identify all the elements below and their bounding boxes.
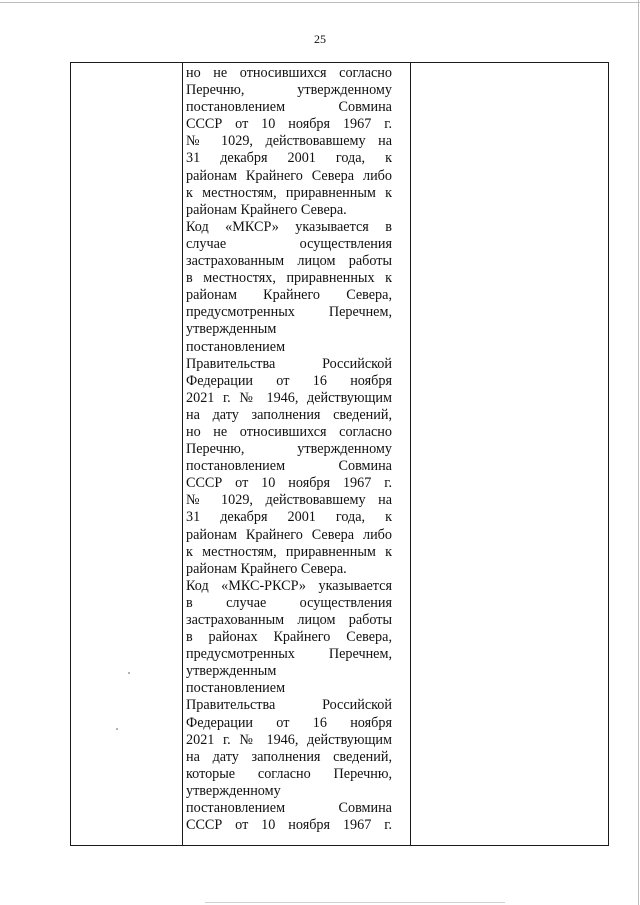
scan-edge-right [638, 0, 639, 905]
page-number: 25 [314, 32, 326, 46]
text-line: в местностях, приравненных к [186, 270, 392, 287]
text-line: 2021 г. № 1946, действующим [186, 389, 392, 406]
table-column-divider-1 [182, 62, 183, 846]
text-line: районам Крайнего Севера либо [186, 526, 392, 543]
text-line: в районах Крайнего Севера, [186, 629, 392, 646]
scan-edge-bottom [205, 902, 505, 903]
text-line: 31 декабря 2001 года, к [186, 150, 392, 167]
table-column-divider-2 [410, 62, 411, 846]
text-line: Код «МКС-РКСР» указывается [186, 577, 392, 594]
text-line: районам Крайнего Севера, [186, 287, 392, 304]
text-line: предусмотренных Перечнем, [186, 646, 392, 663]
table-cell-description [186, 65, 392, 834]
text-line: Правительства Российской [186, 355, 392, 372]
text-line: к местностям, приравненным к [186, 184, 392, 201]
text-line: Перечню, утвержденному [186, 441, 392, 458]
text-line: предусмотренных Перечнем, [186, 304, 392, 321]
text-line: на дату заполнения сведений, [186, 748, 392, 765]
scan-edge-top [0, 2, 640, 3]
text-line: в случае осуществления [186, 594, 392, 611]
text-line: № 1029, действовавшему на [186, 133, 392, 150]
text-line: районам Крайнего Севера либо [186, 167, 392, 184]
text-line: районам Крайнего Севера. [186, 201, 347, 218]
text-line: Перечню, утвержденному [186, 82, 392, 99]
text-line: 31 декабря 2001 года, к [186, 509, 392, 526]
text-line: но не относившихся согласно [186, 423, 392, 440]
text-line: СССР от 10 ноября 1967 г. [186, 817, 392, 834]
text-line: утвержденному [186, 782, 281, 799]
text-line: постановлением [186, 338, 286, 355]
text-line: районам Крайнего Севера. [186, 560, 347, 577]
text-line: случае осуществления [186, 235, 392, 252]
text-line: постановлением Совмина [186, 458, 392, 475]
text-line: застрахованным лицом работы [186, 612, 392, 628]
text-line: на дату заполнения сведений, [186, 406, 392, 423]
text-line: Правительства Российской [186, 697, 392, 714]
text-line: утвержденным [186, 663, 277, 680]
text-line: Код «МКСР» указывается в [186, 218, 392, 235]
text-line: № 1029, действовавшему на [186, 492, 392, 509]
text-line: застрахованным лицом работы [186, 253, 392, 270]
table-right-column [410, 62, 609, 846]
scan-speck [116, 728, 118, 730]
text-line: СССР от 10 ноября 1967 г. [186, 116, 392, 133]
text-line: утвержденным [186, 321, 277, 338]
text-line: СССР от 10 ноября 1967 г. [186, 475, 392, 492]
text-line: Федерации от 16 ноября [186, 714, 392, 731]
text-line: постановлением [186, 680, 286, 697]
text-line: которые согласно Перечню, [186, 765, 392, 782]
text-line: постановлением Совмина [186, 99, 392, 116]
text-line: постановлением Совмина [186, 800, 392, 817]
text-line: но не относившихся согласно [186, 65, 392, 81]
text-line: к местностям, приравненным к [186, 543, 392, 560]
scan-speck [128, 672, 130, 674]
text-line: Федерации от 16 ноября [186, 372, 392, 389]
text-line: 2021 г. № 1946, действующим [186, 731, 392, 748]
